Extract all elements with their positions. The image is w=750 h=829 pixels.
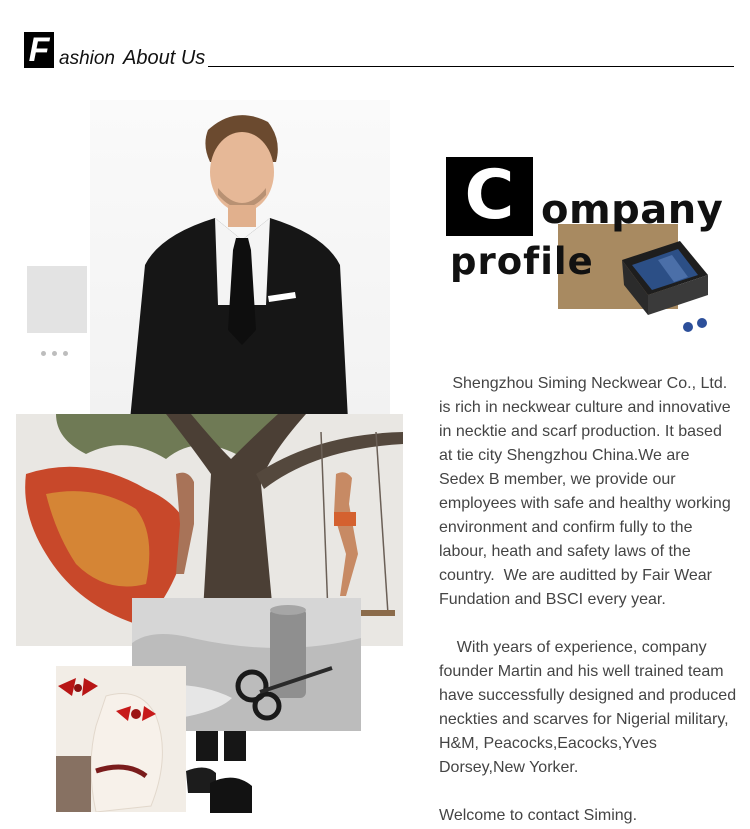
- description-paragraph-3: Welcome to contact Siming.: [439, 807, 638, 824]
- bow-mannequin-photo: [56, 666, 186, 812]
- heading-word-profile: profile: [450, 240, 594, 283]
- header-divider: [208, 66, 734, 67]
- man-in-suit-photo: [90, 100, 390, 420]
- heading-big-letter: C: [446, 157, 533, 236]
- shoes-photo: [186, 731, 256, 821]
- description-paragraph-1: Shengzhou Siming Neckwear Co., Ltd. is rich in neckwear culture and innovative in necktie and scarf production. It based at tie city Shengzhou China.We are Sedex B member, we provide our employees with safe and healthy working environment and confirm fully to the labour, heath and safety laws of the country. We are auditted by Fair Wear Fundation and BSCI every year.: [439, 375, 736, 608]
- page-title: About Us: [123, 47, 206, 69]
- thumbnail-placeholder[interactable]: [27, 266, 87, 333]
- heading-word-company: ompany: [541, 187, 724, 233]
- description-paragraph-2: With years of experience, company founder Martin and his well trained team have successfully designed and produced neckties and scarves for Nigerial military, H&M, Peacocks,Eacocks,Yves Dorsey,New Yorker.: [439, 639, 741, 776]
- header-logo-letter: F: [24, 32, 54, 68]
- company-description: [439, 348, 739, 828]
- more-dots-icon[interactable]: [41, 351, 77, 359]
- header-word: ashion: [59, 48, 115, 69]
- tie-gift-box-photo: [618, 235, 718, 335]
